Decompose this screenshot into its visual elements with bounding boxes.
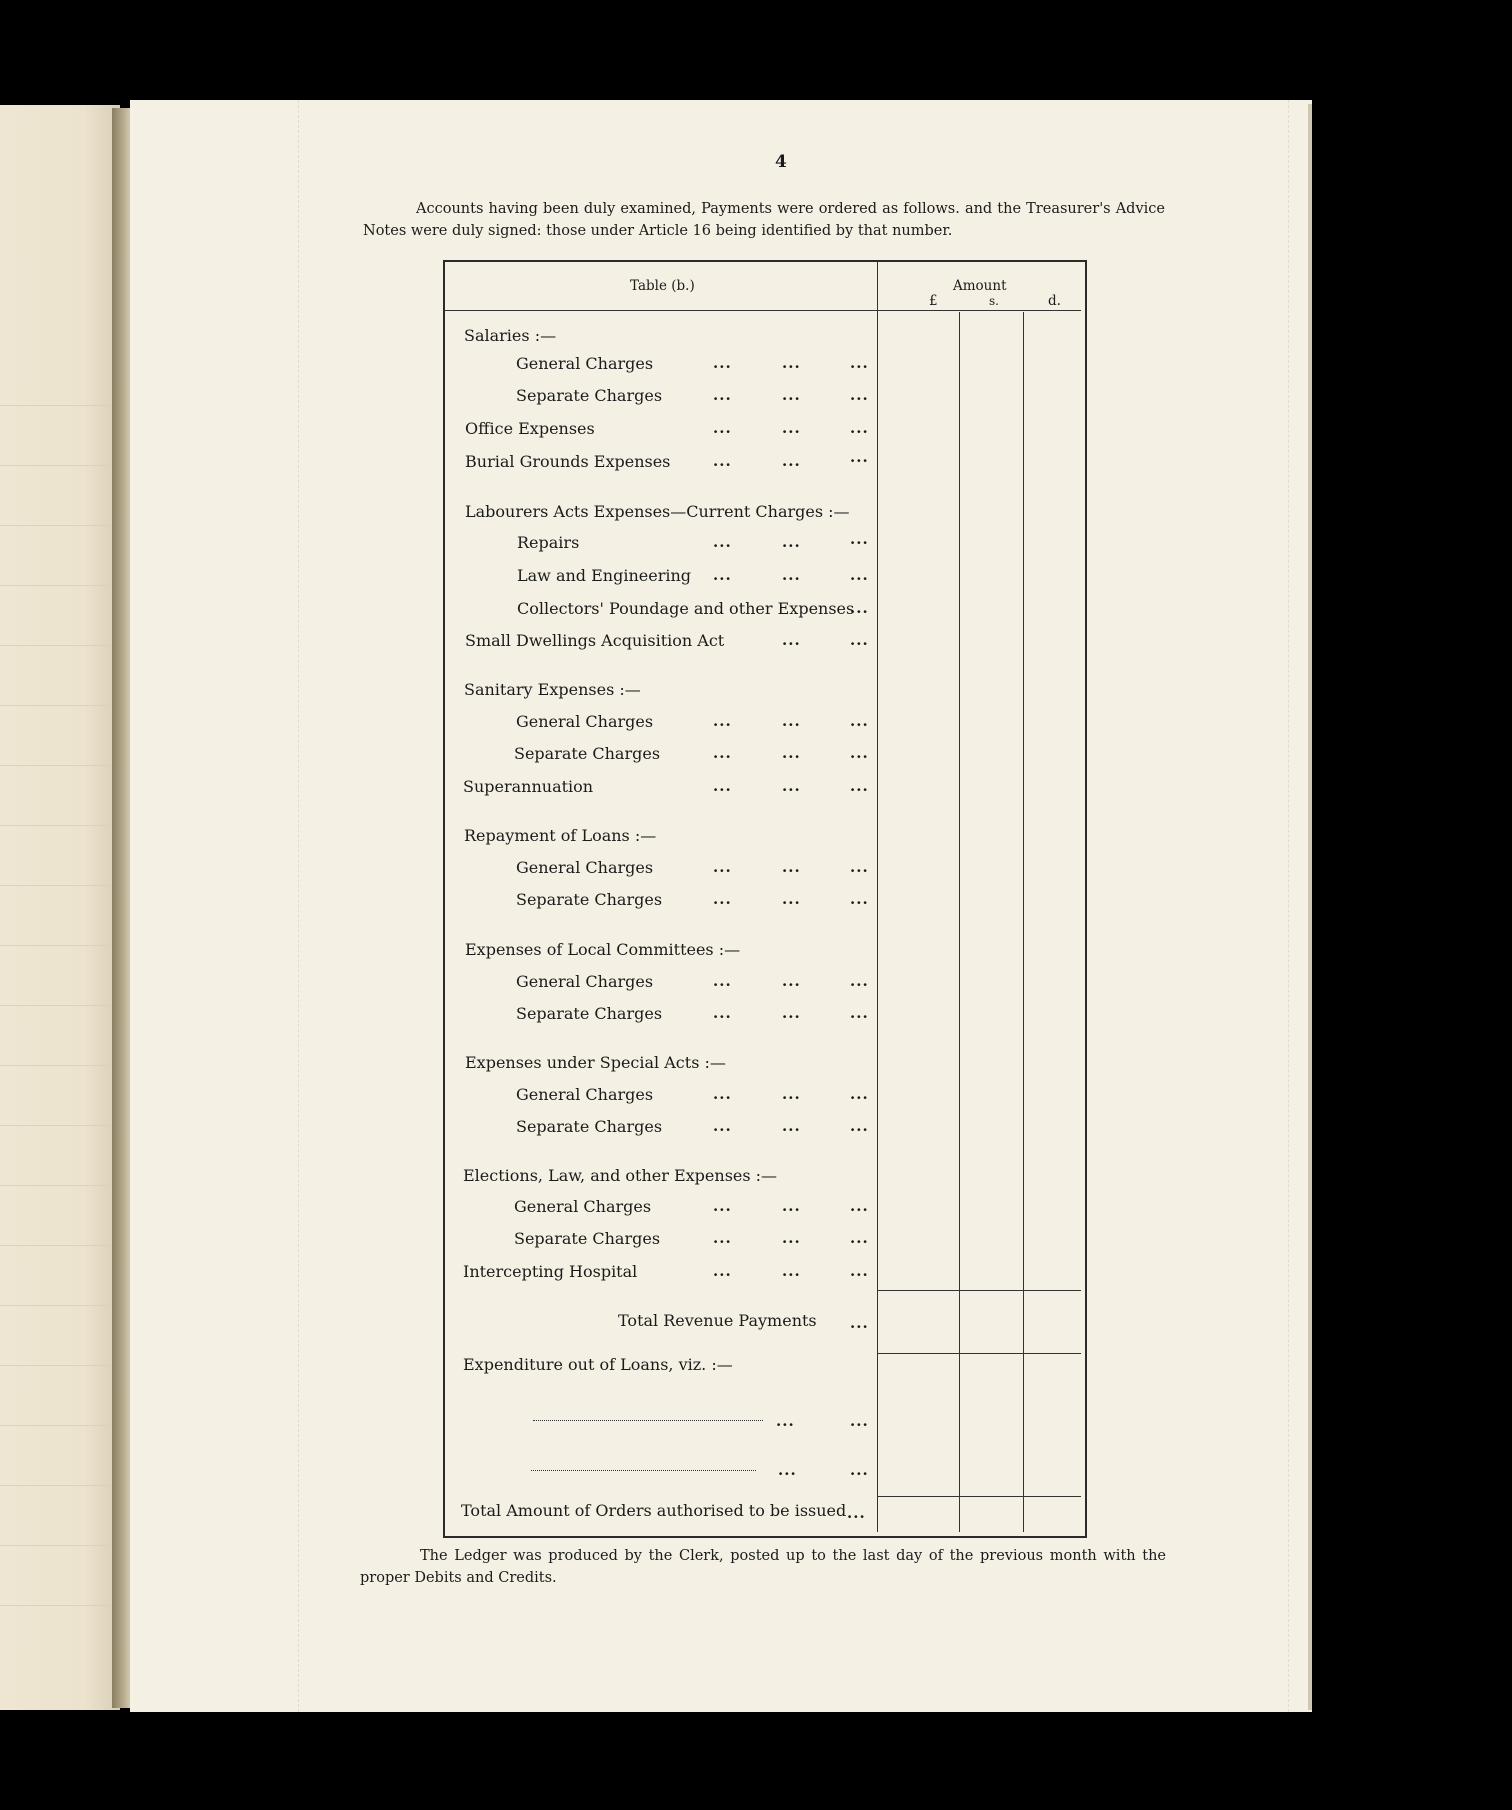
table-title: Table (b.) <box>630 278 695 294</box>
dot-leader: ... <box>713 354 732 372</box>
dot-leader: ... <box>713 533 732 551</box>
row-collectors-poundage: Collectors' Poundage and other Expenses <box>517 599 855 618</box>
dot-leader: ... <box>782 1229 801 1247</box>
dot-leader: ... <box>850 972 869 990</box>
dot-leader: ... <box>850 1412 869 1430</box>
dot-leader: ... <box>850 448 869 466</box>
dot-leader: ... <box>713 1229 732 1247</box>
row-elections-separate: Separate Charges <box>514 1229 661 1248</box>
row-elections-general: General Charges <box>514 1197 652 1216</box>
dot-leader: ... <box>850 1085 869 1103</box>
dot-leader: ... <box>782 1004 801 1022</box>
row-repairs: Repairs <box>517 533 580 552</box>
row-superannuation: Superannuation <box>463 777 594 796</box>
closing-paragraph: The Ledger was produced by the Clerk, posted up to the last day of the previous month with the proper Debits and Credits. <box>360 1548 1166 1586</box>
row-special-separate: Separate Charges <box>516 1117 663 1136</box>
row-office-expenses: Office Expenses <box>465 419 595 438</box>
dot-leader: ... <box>782 1197 801 1215</box>
row-burial-grounds: Burial Grounds Expenses <box>465 452 671 471</box>
dot-leader: ... <box>782 972 801 990</box>
dot-leader: ... <box>850 631 869 649</box>
row-local-general: General Charges <box>516 972 654 991</box>
dot-leader: ... <box>776 1412 795 1430</box>
dot-leader: ... <box>850 419 869 437</box>
shillings-header: s. <box>989 294 999 308</box>
page-edge <box>1308 104 1312 1710</box>
row-local-committees: Expenses of Local Committees :— <box>465 940 741 959</box>
dot-leader: ... <box>713 566 732 584</box>
row-sanitary-separate: Separate Charges <box>514 744 661 763</box>
payments-table <box>443 260 1087 1538</box>
dot-leader: ... <box>713 386 732 404</box>
dot-leader: ... <box>713 419 732 437</box>
book-spine <box>112 108 132 1708</box>
row-law-engineering: Law and Engineering <box>517 566 692 585</box>
dot-leader: ... <box>713 452 732 470</box>
dot-leader: ... <box>850 386 869 404</box>
dot-leader: ... <box>713 1117 732 1135</box>
dot-leader: ... <box>713 712 732 730</box>
dot-leader: ... <box>850 890 869 908</box>
row-small-dwellings: Small Dwellings Acquisition Act <box>465 631 725 650</box>
dot-leader: ... <box>782 777 801 795</box>
row-total-revenue: Total Revenue Payments <box>618 1311 817 1330</box>
dot-leader: ... <box>782 566 801 584</box>
row-salaries-general: General Charges <box>516 354 654 373</box>
dot-leader: ... <box>850 1262 869 1280</box>
row-repayment-loans: Repayment of Loans :— <box>464 826 657 845</box>
dot-leader: ... <box>782 419 801 437</box>
dot-leader: ... <box>782 354 801 372</box>
dot-leader: ... <box>782 858 801 876</box>
dot-leader: ... <box>782 533 801 551</box>
row-labourers-acts: Labourers Acts Expenses—Current Charges :— <box>465 502 850 521</box>
dot-leader: ... <box>782 1117 801 1135</box>
row-intercepting-hospital: Intercepting Hospital <box>463 1262 638 1281</box>
dot-leader: ... <box>713 1004 732 1022</box>
row-expenditure-loans: Expenditure out of Loans, viz. :— <box>463 1355 733 1374</box>
dot-leader: ... <box>778 1461 797 1479</box>
row-sanitary-general: General Charges <box>516 712 654 731</box>
dot-leader: ... <box>782 386 801 404</box>
dot-leader: ... <box>850 1117 869 1135</box>
dot-leader: ... <box>850 858 869 876</box>
dot-leader: ... <box>713 972 732 990</box>
dot-leader: ... <box>713 858 732 876</box>
row-special-acts: Expenses under Special Acts :— <box>465 1053 726 1072</box>
dot-leader: ... <box>850 777 869 795</box>
dot-leader: ... <box>850 1197 869 1215</box>
row-repayment-general: General Charges <box>516 858 654 877</box>
dot-leader: ... <box>850 1461 869 1479</box>
dot-leader: ... <box>782 1262 801 1280</box>
row-total-orders: Total Amount of Orders authorised to be issued <box>461 1501 847 1520</box>
dot-leader: ... <box>713 744 732 762</box>
dot-leader: ... <box>782 712 801 730</box>
left-page <box>0 105 120 1710</box>
row-salaries: Salaries :— <box>464 326 557 345</box>
pence-header: d. <box>1048 293 1061 309</box>
dot-leader: ... <box>850 1314 869 1332</box>
row-special-general: General Charges <box>516 1085 654 1104</box>
dot-leader: ... <box>782 1085 801 1103</box>
dot-leader: ... <box>850 530 869 548</box>
dot-leader: ... <box>713 1197 732 1215</box>
row-local-separate: Separate Charges <box>516 1004 663 1023</box>
dot-leader: ... <box>782 452 801 470</box>
amount-header: Amount <box>953 278 1007 294</box>
dot-leader: ... <box>713 777 732 795</box>
dot-leader: ... <box>713 1085 732 1103</box>
dot-leader: ... <box>850 712 869 730</box>
dot-leader: ... <box>850 744 869 762</box>
row-elections-law: Elections, Law, and other Expenses :— <box>463 1166 778 1185</box>
loan-entry-line <box>533 1420 763 1421</box>
dot-leader: ... <box>847 1504 866 1522</box>
row-repayment-separate: Separate Charges <box>516 890 663 909</box>
row-sanitary: Sanitary Expenses :— <box>464 680 641 699</box>
loan-entry-line <box>531 1470 756 1471</box>
dot-leader: ... <box>850 599 869 617</box>
dot-leader: ... <box>850 566 869 584</box>
intro-paragraph: Accounts having been duly examined, Payments were ordered as follows. and the Treasurer's Advice Notes were duly signed: those under Article 16 being identified by that number. <box>363 201 1165 239</box>
dot-leader: ... <box>850 1229 869 1247</box>
dot-leader: ... <box>782 631 801 649</box>
dot-leader: ... <box>782 744 801 762</box>
dot-leader: ... <box>782 890 801 908</box>
dot-leader: ... <box>850 1004 869 1022</box>
dot-leader: ... <box>850 354 869 372</box>
dot-leader: ... <box>713 1262 732 1280</box>
row-salaries-separate: Separate Charges <box>516 386 663 405</box>
page-number: 4 <box>775 152 787 172</box>
dot-leader: ... <box>713 890 732 908</box>
pounds-header: £ <box>929 293 938 309</box>
